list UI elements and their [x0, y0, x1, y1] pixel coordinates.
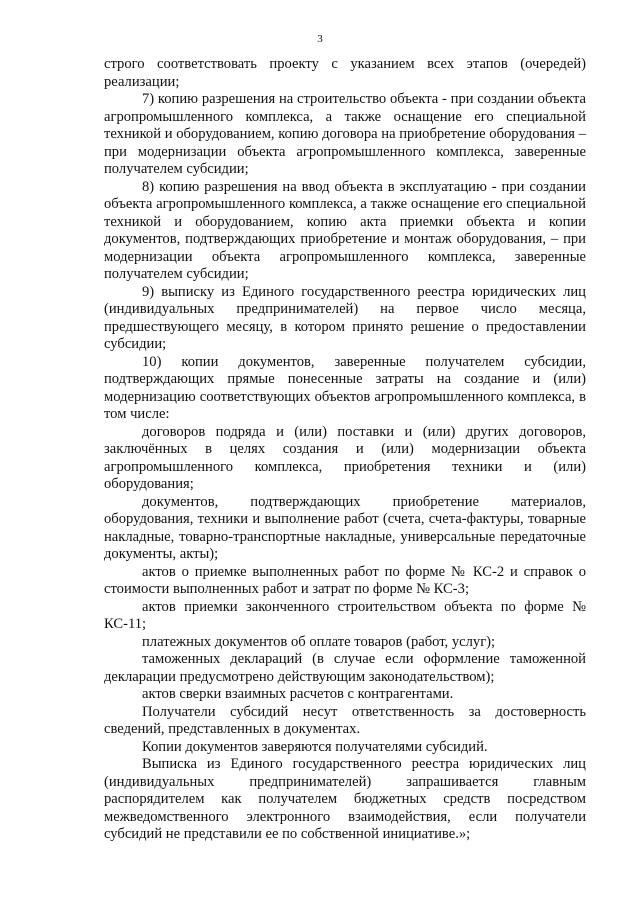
paragraph-extract: Выписка из Единого государственного реестра юридических лиц (индивидуальных предпринимателей) запрашивается главным распорядителем как получателем бюджетных средств посредством межведомственного электронного взаимодействия, если получатели субсидий не представили ее по собственной инициативе.»;	[104, 756, 586, 842]
document-body	[104, 56, 586, 844]
paragraph-responsibility: Получатели субсидий несут ответственность за достоверность сведений, представленных в документах.	[104, 703, 586, 737]
paragraph-item-8: 8) копию разрешения на ввод объекта в эксплуатацию - при создании объекта агропромышленного комплекса, а также оснащение его специальной техникой и оборудованием, копию акта приемки объекта и копии документов, подтверждающих приобретение и монтаж оборудования, – при модернизации объекта агропромышленного комплекса, заверенные получателем субсидии;	[104, 178, 586, 282]
sub-item-ks11: актов приемки законченного строительством объекта по форме № КС-11;	[104, 598, 586, 632]
sub-item-reconciliation: актов сверки взаимных расчетов с контрагентами.	[142, 686, 454, 702]
paragraph-item-7: 7) копию разрешения на строительство объекта - при создании объекта агропромышленного комплекса, а также оснащение его специальной техникой и оборудованием, копию договора на приобретение оборудования – при модернизации объекта агропромышленного комплекса, заверенные получателем субсидии;	[104, 91, 586, 177]
sub-item-payments: платежных документов об оплате товаров (работ, услуг);	[142, 633, 496, 650]
paragraph: строго соответствовать проекту с указанием всех этапов (очередей) реализации;	[104, 56, 586, 90]
sub-item-contracts: договоров подряда и (или) поставки и (или) других договоров, заключённых в целях создания и (или) модернизации объекта агропромышленного комплекса, приобретения техники и (или) оборудования;	[104, 423, 586, 492]
sub-item-documents: документов, подтверждающих приобретение материалов, оборудования, техники и выполнение работ (счета, счета-фактуры, товарные накладные, товарно-транспортные накладные, универсальные передаточные документы, акты);	[104, 493, 586, 562]
sub-item-ks2-ks3: актов о приемке выполненных работ по форме № КС-2 и справок о стоимости выполненных работ и затрат по форме № КС-3;	[104, 563, 586, 597]
paragraph-copies: Копии документов заверяются получателями субсидий.	[142, 738, 488, 755]
sub-item-customs: таможенных деклараций (в случае если оформление таможенной декларации предусмотрено действующим законодательством);	[104, 651, 586, 685]
paragraph-item-10: 10) копии документов, заверенные получателем субсидии, подтверждающих прямые понесенные затраты на создание и (или) модернизацию соответствующих объектов агропромышленного комплекса, в том числе:	[104, 353, 586, 422]
page-number: 3	[317, 33, 323, 45]
paragraph-item-9: 9) выписку из Единого государственного реестра юридических лиц (индивидуальных предпринимателей) на первое число месяца, предшествующего месяцу, в котором принято решение о предоставлении субсидии;	[104, 283, 586, 352]
